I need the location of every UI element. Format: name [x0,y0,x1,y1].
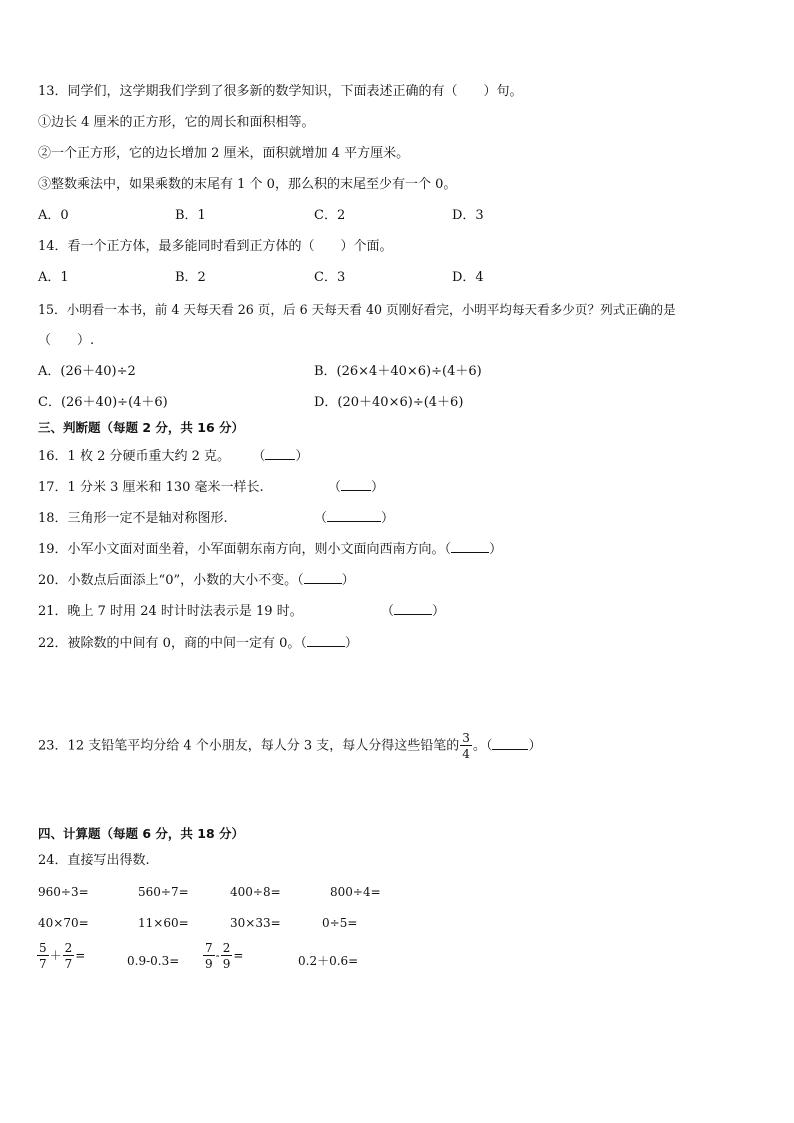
q24-r3-plus: ＋ [49,948,62,963]
q24-r2-item-2: 11×60= [138,916,189,930]
q18-answer-blank[interactable] [327,509,381,522]
q24-r1-item-1: 960÷3= [38,885,89,899]
q24-r1-item-3: 400÷8= [230,885,281,899]
q22-paren-close: ） [344,636,358,651]
q24-r2-item-3: 30×33= [230,916,281,930]
q22-answer-blank[interactable] [307,634,345,647]
q13-statement-2: ②一个正方形，它的边长增加 2 厘米，面积就增加 4 平方厘米。 [38,146,410,161]
q13-stem: 13．同学们，这学期我们学到了很多新的数学知识，下面表述正确的有（ ）句。 [38,84,523,99]
q19-paren-open: （ [444,542,452,557]
q24-r1-item-4: 800÷4= [330,885,381,899]
q17-text: 17．1 分米 3 厘米和 130 毫米一样长. [38,480,264,495]
section-4-title: 四、计算题（每题 6 分，共 18 分） [38,826,245,841]
q18 [38,509,394,527]
q22-paren-open: （ [300,636,307,651]
q13-option-c[interactable]: C．2 [314,208,346,223]
q13-statement-1: ①边长 4 厘米的正方形，它的周长和面积相等。 [38,115,315,130]
q24-r3-f3b-den: 9 [222,957,231,971]
q23-frac-denominator: 4 [462,747,470,761]
q24-r3-f1b-den: 7 [64,957,73,971]
q24-r3-f1a-num: 5 [39,941,47,955]
q20-answer-blank[interactable] [304,571,342,584]
q17 [38,478,384,496]
q24-r3-item-1 [36,942,85,970]
q24-r3-item-3 [202,942,243,970]
q19-answer-blank[interactable] [451,540,489,553]
q24-r3-f3a-num: 7 [205,941,213,955]
q24-r3-f1b-num: 2 [64,941,73,955]
q15-stem-continued: （ ）. [38,333,95,348]
q24-r3-minus: - [215,948,220,963]
q15-option-a[interactable]: A．(26＋40)÷2 [38,364,136,379]
q18-paren-close: ） [380,511,394,526]
q23-frac-numerator: 3 [462,731,470,745]
q23-period: 。 [472,738,486,754]
q15-option-c[interactable]: C．(26＋40)÷(4＋6) [38,395,168,410]
q20-paren-close: ） [341,573,355,588]
q16-paren-open: （ [252,449,266,464]
q15-option-b[interactable]: B．(26×4＋40×6)÷(4＋6) [314,364,482,379]
q13-statement-3: ③整数乘法中，如果乘数的末尾有 1 个 0，那么积的末尾至少有一个 0。 [38,177,457,192]
section-3-title: 三、判断题（每题 2 分，共 16 分） [38,420,245,435]
q24-r3-eq1: = [75,948,86,963]
q14-option-a[interactable]: A．1 [38,270,69,285]
q16-text: 16．1 枚 2 分硬币重大约 2 克。 [38,449,231,464]
q24-r3-eq3: = [233,948,244,963]
q24-r1-item-2: 560÷7= [138,885,189,899]
q24-stem: 24．直接写出得数. [38,853,150,868]
q14-stem: 14．看一个正方体，最多能同时看到正方体的（ ）个面。 [38,239,393,254]
q13-option-a[interactable]: A．0 [38,208,69,223]
q23-text: 23．12 支铅笔平均分给 4 个小朋友，每人分 3 支，每人分得这些铅笔的 [38,738,460,754]
q23-paren-close: ） [528,738,542,754]
q24-r2-item-1: 40×70= [38,916,89,930]
q23-paren-open: （ [485,738,493,754]
q21-answer-blank[interactable] [394,602,432,615]
q18-paren-open: （ [313,511,327,526]
q19-text: 19．小军小文面对面坐着，小军面朝东南方向，则小文面向西南方向。 [38,542,445,557]
q14-option-c[interactable]: C．3 [314,270,346,285]
q21-paren-open: （ [380,604,394,619]
q23-fraction [460,732,472,760]
q17-paren-open: （ [327,480,341,495]
q18-text: 18．三角形一定不是轴对称图形. [38,511,228,526]
q17-paren-close: ） [371,480,385,495]
q20 [38,571,355,589]
q14-option-d[interactable]: D．4 [452,270,484,285]
q15-stem: 15．小明看一本书，前 4 天每天看 26 页，后 6 天每天看 40 页刚好看完，小明平均每天看多少页？列式正确的是 [38,302,676,317]
q16-answer-blank[interactable] [265,447,295,460]
q22 [38,634,358,652]
q21-paren-close: ） [432,604,446,619]
q24-r3-item-2: 0.9-0.3= [127,954,180,968]
q20-paren-open: （ [297,573,304,588]
q16 [38,447,308,465]
q24-r3-f3b-num: 2 [222,941,231,955]
q23-answer-blank[interactable] [492,737,528,750]
q21 [38,602,445,620]
q15-option-d[interactable]: D．(20＋40×6)÷(4＋6) [314,395,464,410]
q22-text: 22．被除数的中间有 0，商的中间一定有 0。 [38,636,301,651]
q24-r3-item-4: 0.2＋0.6= [298,954,359,968]
q24-r3-f1a-den: 7 [39,957,47,971]
q24-r3-f3a-den: 9 [205,957,213,971]
q21-text: 21．晚上 7 时用 24 时计时法表示是 19 时。 [38,604,303,619]
q19 [38,540,502,558]
q19-paren-close: ） [489,542,503,557]
q16-paren-close: ） [295,449,309,464]
q13-option-b[interactable]: B．1 [175,208,206,223]
q13-option-d[interactable]: D．3 [452,208,484,223]
q17-answer-blank[interactable] [341,478,371,491]
q14-option-b[interactable]: B．2 [175,270,206,285]
q24-r2-item-4: 0÷5= [322,916,358,930]
q20-text: 20．小数点后面添上“0”，小数的大小不变。 [38,573,298,588]
q23 [38,732,541,760]
